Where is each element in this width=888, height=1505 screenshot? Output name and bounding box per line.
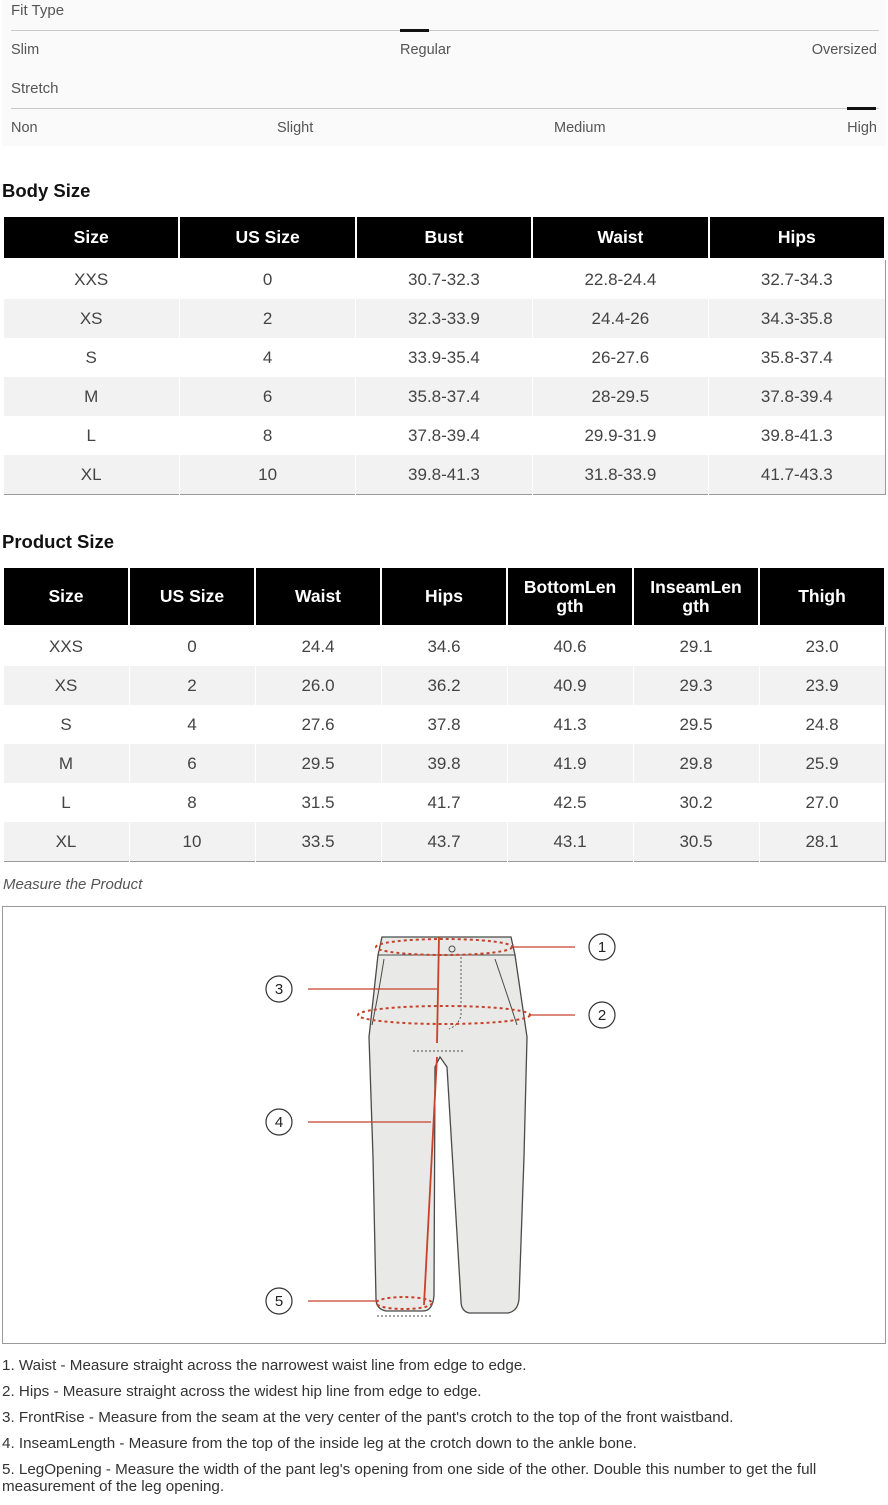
fit-option-oversized: Oversized bbox=[811, 42, 877, 58]
callout-5 bbox=[266, 1288, 292, 1314]
table-row bbox=[3, 416, 885, 455]
table-cell: 29.8 bbox=[633, 744, 759, 783]
table-cell: S bbox=[3, 705, 129, 744]
column-header: InseamLen gth bbox=[633, 567, 759, 626]
table-cell: 33.5 bbox=[255, 822, 381, 862]
column-header: Size bbox=[3, 567, 129, 626]
column-header: Thigh bbox=[759, 567, 885, 626]
table-cell: L bbox=[3, 783, 129, 822]
table-cell: 39.8 bbox=[381, 744, 507, 783]
table-cell: 29.5 bbox=[633, 705, 759, 744]
table-cell: 37.8 bbox=[381, 705, 507, 744]
table-cell: 23.0 bbox=[759, 626, 885, 666]
stretch-scale bbox=[11, 108, 879, 109]
callout-1 bbox=[589, 934, 615, 960]
table-cell: 29.5 bbox=[255, 744, 381, 783]
table-cell: 32.7-34.3 bbox=[709, 259, 885, 299]
table-row bbox=[3, 338, 885, 377]
table-cell: 35.8-37.4 bbox=[709, 338, 885, 377]
callout-2 bbox=[589, 1002, 615, 1028]
table-cell: 29.3 bbox=[633, 666, 759, 705]
stretch-option-high: High bbox=[847, 120, 877, 136]
table-cell: 41.9 bbox=[507, 744, 633, 783]
callout-1-label: 1 bbox=[597, 939, 607, 956]
table-cell: 4 bbox=[129, 705, 255, 744]
table-cell: 41.7 bbox=[381, 783, 507, 822]
table-row bbox=[3, 377, 885, 416]
table-cell: 29.1 bbox=[633, 626, 759, 666]
table-cell: XXS bbox=[3, 259, 179, 299]
table-cell: M bbox=[3, 744, 129, 783]
table-row bbox=[3, 705, 885, 744]
table-cell: 28.1 bbox=[759, 822, 885, 862]
stretch-option-non: Non bbox=[11, 120, 38, 136]
table-cell: 22.8-24.4 bbox=[532, 259, 708, 299]
table-cell: 40.9 bbox=[507, 666, 633, 705]
table-cell: 10 bbox=[129, 822, 255, 862]
table-cell: 6 bbox=[179, 377, 355, 416]
column-header: BottomLen gth bbox=[507, 567, 633, 626]
table-cell: XXS bbox=[3, 626, 129, 666]
note-leg-opening: 5. LegOpening - Measure the width of the pant leg's opening from one side of the other. Double this number to get the full measurement of the leg opening. bbox=[2, 1461, 817, 1495]
column-header: Waist bbox=[532, 216, 708, 259]
table-cell: M bbox=[3, 377, 179, 416]
stretch-option-slight: Slight bbox=[277, 120, 314, 136]
fit-type-label: Fit Type bbox=[11, 2, 65, 19]
table-cell: 2 bbox=[179, 299, 355, 338]
table-cell: 27.0 bbox=[759, 783, 885, 822]
table-cell: 29.9-31.9 bbox=[532, 416, 708, 455]
table-cell: 24.4-26 bbox=[532, 299, 708, 338]
table-cell: 28-29.5 bbox=[532, 377, 708, 416]
fit-type-marker bbox=[400, 29, 429, 32]
table-cell: 41.7-43.3 bbox=[709, 455, 885, 495]
callout-4-label: 4 bbox=[274, 1114, 284, 1131]
table-cell: 42.5 bbox=[507, 783, 633, 822]
table-cell: 25.9 bbox=[759, 744, 885, 783]
table-row bbox=[3, 744, 885, 783]
column-header: Hips bbox=[709, 216, 885, 259]
table-cell: 10 bbox=[179, 455, 355, 495]
body-size-header-row bbox=[3, 216, 885, 259]
table-row bbox=[3, 259, 885, 299]
product-size-header-row bbox=[3, 567, 885, 626]
note-hips: 2. Hips - Measure straight across the widest hip line from edge to edge. bbox=[2, 1383, 482, 1400]
table-cell: L bbox=[3, 416, 179, 455]
table-row bbox=[3, 666, 885, 705]
product-size-title: Product Size bbox=[2, 531, 115, 552]
table-cell: 34.6 bbox=[381, 626, 507, 666]
table-cell: 0 bbox=[129, 626, 255, 666]
table-cell: 35.8-37.4 bbox=[356, 377, 532, 416]
table-cell: 8 bbox=[129, 783, 255, 822]
table-cell: 26-27.6 bbox=[532, 338, 708, 377]
pants-outline bbox=[369, 937, 527, 1313]
table-row bbox=[3, 455, 885, 495]
table-cell: 4 bbox=[179, 338, 355, 377]
measure-diagram bbox=[2, 906, 886, 1344]
table-cell: 30.5 bbox=[633, 822, 759, 862]
table-cell: 32.3-33.9 bbox=[356, 299, 532, 338]
table-row bbox=[3, 626, 885, 666]
column-header: US Size bbox=[129, 567, 255, 626]
table-cell: 36.2 bbox=[381, 666, 507, 705]
table-row bbox=[3, 783, 885, 822]
table-cell: 0 bbox=[179, 259, 355, 299]
body-size-table bbox=[2, 215, 886, 495]
table-cell: 34.3-35.8 bbox=[709, 299, 885, 338]
table-cell: XL bbox=[3, 455, 179, 495]
table-cell: S bbox=[3, 338, 179, 377]
measurement-notes bbox=[2, 1358, 886, 1505]
callout-2-label: 2 bbox=[597, 1007, 607, 1024]
table-cell: 6 bbox=[129, 744, 255, 783]
callout-3-label: 3 bbox=[274, 981, 284, 998]
note-waist: 1. Waist - Measure straight across the narrowest waist line from edge to edge. bbox=[2, 1357, 527, 1374]
table-cell: 30.7-32.3 bbox=[356, 259, 532, 299]
body-size-title: Body Size bbox=[2, 180, 91, 201]
measure-caption: Measure the Product bbox=[3, 876, 143, 893]
stretch-label: Stretch bbox=[11, 80, 59, 97]
column-header: Bust bbox=[356, 216, 532, 259]
table-cell: 2 bbox=[129, 666, 255, 705]
table-cell: 43.1 bbox=[507, 822, 633, 862]
note-inseam-length: 4. InseamLength - Measure from the top of the inside leg at the crotch down to the ankle bone. bbox=[2, 1435, 637, 1452]
fit-stretch-panel bbox=[2, 0, 886, 146]
callout-5-label: 5 bbox=[274, 1293, 284, 1310]
fit-option-regular: Regular bbox=[400, 42, 451, 58]
table-cell: 40.6 bbox=[507, 626, 633, 666]
table-cell: 43.7 bbox=[381, 822, 507, 862]
pants-diagram bbox=[3, 907, 885, 1343]
table-cell: 8 bbox=[179, 416, 355, 455]
column-header: US Size bbox=[179, 216, 355, 259]
column-header: Size bbox=[3, 216, 179, 259]
table-cell: 33.9-35.4 bbox=[356, 338, 532, 377]
product-size-table bbox=[2, 566, 886, 862]
stretch-option-medium: Medium bbox=[554, 120, 606, 136]
table-cell: 39.8-41.3 bbox=[356, 455, 532, 495]
table-cell: 24.4 bbox=[255, 626, 381, 666]
table-cell: 37.8-39.4 bbox=[356, 416, 532, 455]
fit-option-slim: Slim bbox=[11, 42, 40, 58]
table-cell: 31.5 bbox=[255, 783, 381, 822]
table-cell: 37.8-39.4 bbox=[709, 377, 885, 416]
callout-4 bbox=[266, 1109, 292, 1135]
table-cell: 39.8-41.3 bbox=[709, 416, 885, 455]
table-row bbox=[3, 822, 885, 862]
table-cell: 23.9 bbox=[759, 666, 885, 705]
table-cell: 30.2 bbox=[633, 783, 759, 822]
column-header: Waist bbox=[255, 567, 381, 626]
table-cell: 24.8 bbox=[759, 705, 885, 744]
stretch-marker bbox=[847, 107, 876, 110]
note-front-rise: 3. FrontRise - Measure from the seam at the very center of the pant's crotch to the top of the front waistband. bbox=[2, 1409, 734, 1426]
table-cell: XL bbox=[3, 822, 129, 862]
column-header: Hips bbox=[381, 567, 507, 626]
callout-3 bbox=[266, 976, 292, 1002]
table-cell: XS bbox=[3, 666, 129, 705]
table-cell: 41.3 bbox=[507, 705, 633, 744]
table-cell: 27.6 bbox=[255, 705, 381, 744]
table-cell: 31.8-33.9 bbox=[532, 455, 708, 495]
fit-type-scale bbox=[11, 30, 879, 31]
table-cell: 26.0 bbox=[255, 666, 381, 705]
table-cell: XS bbox=[3, 299, 179, 338]
table-row bbox=[3, 299, 885, 338]
